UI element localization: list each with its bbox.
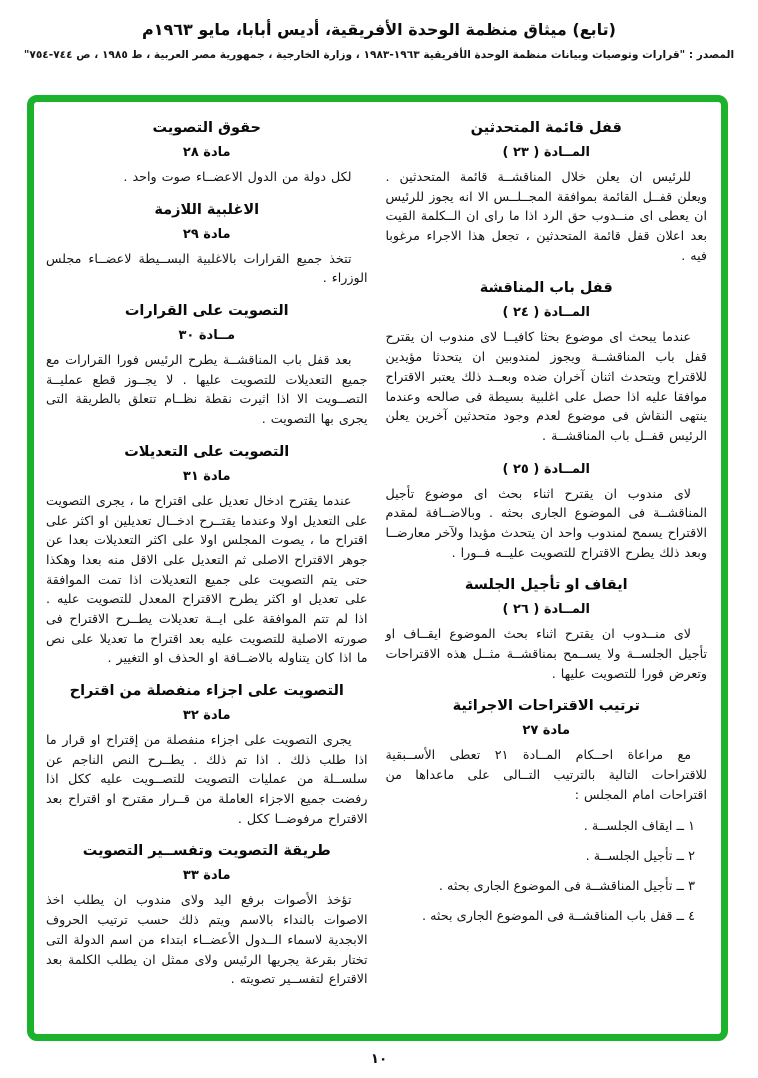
list-item-2: ٢ ــ تأجيل الجلســة .	[585, 849, 695, 865]
article-body: لاى مندوب ان يقترح اثناء بحث اى موضوع تأجيل المناقشــة فى الموضوع الجارى بحثه . وبالاضــافة لمقدم الاقتراح يسمح لمندوب واحد ان يتحدث مؤيدا ولآخر معارضــا وبعد ذلك يطرح الاقتراح للتصويت عليــه فــورا .	[385, 485, 707, 560]
column-left	[46, 116, 368, 1034]
source-citation: المصدر : "قرارات وتوصيات وبيانات منظمة الوحدة الأفريقية ١٩٦٣-١٩٨٣ ، وزارة الخارجية ، جمهورية مصر العربية ، ط ١٩٨٥ ، ص ٧٤٤-٧٥٤"	[23, 49, 735, 61]
section-article-29	[46, 202, 368, 288]
section-heading: التصويت على القرارات	[124, 303, 289, 320]
article-body: لاى منــدوب ان يقترح اثناء بحث الموضوع ايقــاف او تأجيل الجلســة ولا يســمح بمناقشــة مثــل هذه الاقتراحات وتعرض فورا للتصويت عليها .	[385, 626, 707, 681]
section-article-23	[386, 120, 708, 265]
section-article-24	[386, 280, 708, 445]
section-heading: طريقة التصويت وتفســير التصويت	[82, 843, 331, 860]
list-item-3: ٣ ــ تأجيل المناقشــة فى الموضوع الجارى بحثه .	[438, 879, 695, 895]
section-article-27	[386, 698, 708, 924]
document-title: (تابع) ميثاق منظمة الوحدة الأفريقية، أديس أبابا، مايو ١٩٦٣م	[142, 20, 616, 39]
list-item-1: ١ ــ ايقاف الجلســة .	[583, 819, 695, 835]
article-number: مادة ٢٩	[182, 226, 231, 242]
section-heading: ايقاف او تأجيل الجلسة	[464, 577, 628, 594]
section-article-30	[46, 303, 368, 429]
article-body: بعد قفل باب المناقشــة يطرح الرئيس فورا القرارات مع جميع التعديلات للتصويت عليها . لا يجــوز قطع عمليــة التصــويت الا اذا اثيرت نقطة نظــام تتعلق بالطريقة التى يجرى بها التصويت .	[46, 352, 368, 427]
article-body: لكل دولة من الدول الاعضــاء صوت واحد .	[123, 169, 352, 184]
article-number: المــادة ( ٢٥ )	[502, 461, 590, 477]
section-article-31	[46, 444, 368, 668]
document-header	[0, 20, 758, 61]
section-article-33	[46, 843, 368, 988]
section-article-25	[386, 462, 708, 563]
article-number: مادة ٣٢	[182, 708, 231, 723]
section-heading: ترتيب الاقتراحات الاجرائية	[452, 698, 640, 715]
page-number: ١٠	[370, 1051, 388, 1067]
article-number: المــادة ( ٢٦ )	[502, 602, 590, 618]
article-body: مع مراعاة احــكام المــادة ٢١ تعطى الأســبقية للاقتراحات التالية بالترتيب التــالى على ماعداها من اقتراحات امام المجلس :	[385, 747, 707, 802]
section-heading: التصويت على اجزاء منفصلة من اقتراح	[69, 683, 344, 699]
article-body: عندما يبحث اى موضوع بحثا كافيــا لاى مندوب ان يقترح قفل باب المناقشــة ويجوز لمندوبين ان يتحدثا مؤيدين للاقتراح ويتحدث اثنان آخران ضده وبعــد ذلك يعتبر الاقتراح موافقا عليه اذا حصل على اغلبية بسيطة فى صالحه وعندما ينتهى النقاش فى موضوع لعدم وجود متحدثين آخرين يعلن الرئيس قفــل باب المناقشــة .	[385, 329, 707, 443]
article-body: للرئيس ان يعلن خلال المناقشــة قائمة المتحدثين . ويعلن قفــل القائمة بموافقة المجــلــس الا انه يجوز للرئيس ان يعطى اى منــدوب حق الرد اذا ما راى ان الــكلمة القيت بعد اعلان قفل قائمة المتحدثين ، تجعل هذا الاجراء مرغوبا فيه .	[385, 169, 707, 263]
two-column-text	[34, 102, 721, 1034]
section-heading: حقوق التصويت	[152, 120, 261, 136]
article-body: تتخذ جميع القرارات بالاغلبية البســيطة لاعضــاء مجلس الوزراء .	[46, 250, 368, 286]
article-body: عندما يقترح ادخال تعديل على اقتراح ما ، يجرى التصويت على التعديل اولا وعندما يقتــرح ادخــال تعديلين او اكثر على اقتراح ما ، يصوت المجلس اولا على اكثر التعديلات بعدا عن جوهر الاقتراح الاصلى ثم التعديل على الاقل منه بعدا وهكذا حتى يتم التصويت على جميع التعديلات اذا تمت الموافقة على تعديل او اكثر يطرح الاقتراح المعدل للتصويت عليه . اذا لم تتم الموافقة على ايــة تعديلات يطــرح الاقتراح فى صورته الاصلية للتصويت عليه بعد اقتراح ما تعديلا على نص ما اذا كان يتناوله بالاضــافة او الحذف او التغيير .	[46, 492, 368, 666]
article-number: مادة ٣١	[182, 468, 231, 484]
section-heading: الاغلبية اللازمة	[154, 201, 260, 218]
article-number: مادة ٢٧	[522, 723, 571, 739]
article-number: مادة ٣٣	[182, 868, 231, 884]
section-heading: قفل قائمة المتحدثين	[470, 120, 622, 136]
article-number: مادة ٢٨	[182, 145, 231, 160]
article-number: المــادة ( ٢٤ )	[502, 305, 590, 321]
article-body: تؤخذ الأصوات برفع اليد ولاى مندوب ان يطلب اخذ الاصوات بالنداء بالاسم ويتم ذلك حسب ترتيب الحروف الابجدية لاسماء الــدول الأعضــاء ابتداء من اسم الدولة التى تختار بقرعة يجريها الرئيس ولاى ممثل ان يطلب الكلمة بعد الاقتراع لتفســير تصويته .	[46, 892, 368, 987]
list-item-4: ٤ ــ قفل باب المناقشــة فى الموضوع الجارى بحثه .	[421, 909, 695, 925]
article-number: مــادة ٣٠	[178, 328, 236, 344]
column-right	[386, 116, 708, 1034]
section-article-28	[46, 120, 368, 187]
section-heading: قفل باب المناقشة	[479, 280, 613, 297]
content-frame	[27, 95, 728, 1041]
article-number: المــادة ( ٢٣ )	[502, 145, 590, 160]
section-article-32	[46, 683, 368, 828]
article-body: يجرى التصويت على اجزاء منفصلة من إقتراح او قرار ما اذا طلب ذلك . اذا تم ذلك . يطــرح النص الناجم عن سلســلة من عمليات التصويت للتصــويت عليه ككل اذا رفضت جميع الاجزاء العاملة من قــرار مقترح او اقتراح بعد الاقتراح مرفوضــا ككل .	[46, 732, 368, 826]
section-article-26	[386, 577, 708, 683]
section-heading: التصويت على التعديلات	[124, 443, 290, 460]
